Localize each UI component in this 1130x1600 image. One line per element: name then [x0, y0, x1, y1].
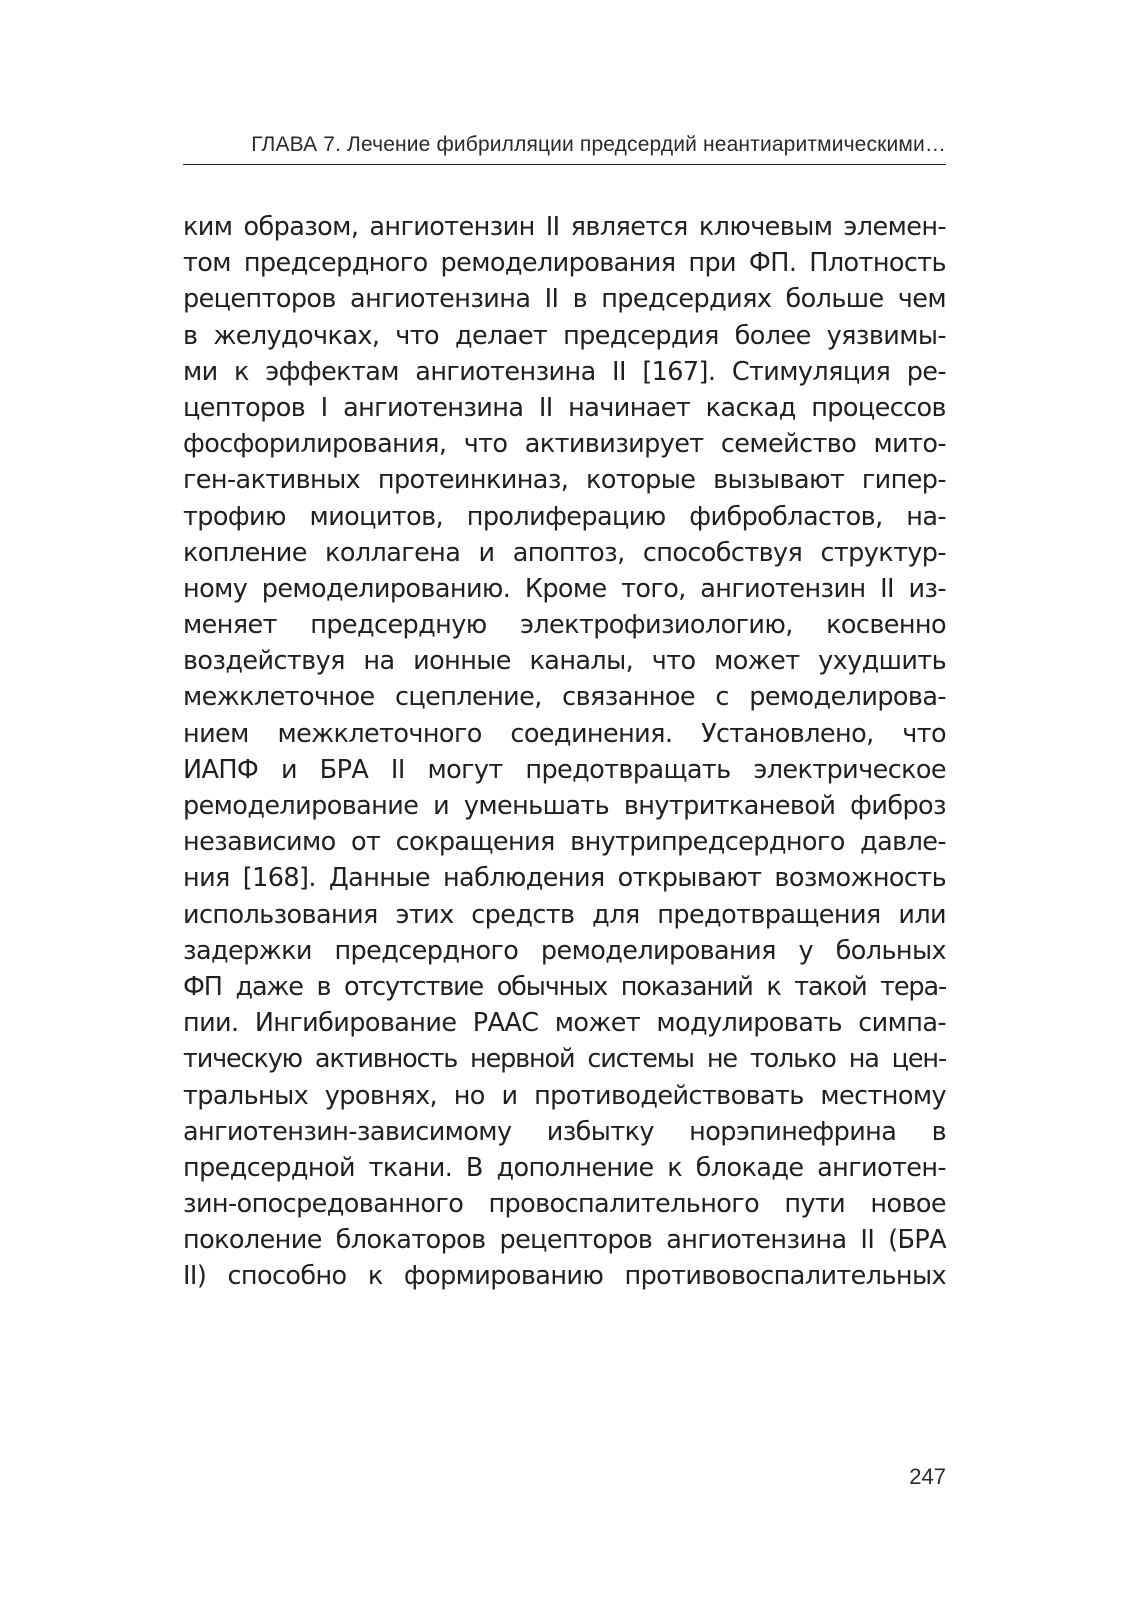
text-line: зин-опосредованного провоспалительного пути новое: [183, 1189, 946, 1220]
text-line: фосфорилирования, что активизирует семейство мито-: [183, 429, 946, 460]
text-line: межклеточное сцепление, связанное с ремоделирова-: [183, 682, 946, 713]
text-line: цепторов I ангиотензина II начинает каскад процессов: [183, 392, 946, 423]
text-line: использования этих средств для предотвращения или: [183, 899, 946, 930]
text-line: ми к эффектам ангиотензина II [167]. Стимуляция ре-: [183, 356, 946, 387]
text-line: том предсердного ремоделирования при ФП. Плотность: [183, 248, 946, 279]
body-text: [183, 209, 946, 1295]
page-number: 247: [909, 1464, 946, 1489]
header-rule: [183, 164, 946, 165]
text-line: ген-активных протеинкиназ, которые вызывают гипер-: [183, 465, 946, 496]
text-line: поколение блокаторов рецепторов ангиотензина II (БРА: [183, 1225, 946, 1256]
text-line: ремоделирование и уменьшать внутритканевой фиброз: [183, 791, 946, 821]
text-line: рецепторов ангиотензина II в предсердиях больше чем: [183, 284, 946, 315]
text-line: ИАПФ и БРА II могут предотвращать электрическое: [183, 754, 946, 785]
text-line: ния [168]. Данные наблюдения открывают возможность: [183, 863, 946, 894]
text-line: ангиотензин-зависимому избытку норэпинефрина в: [183, 1116, 946, 1147]
text-line: задержки предсердного ремоделирования у больных: [183, 935, 946, 966]
text-line: тическую активность нервной системы не только на цен-: [183, 1044, 946, 1075]
text-line: воздействуя на ионные каналы, что может ухудшить: [183, 646, 946, 677]
text-line: нием межклеточного соединения. Установлено, что: [183, 718, 946, 749]
text-line: предсердной ткани. В дополнение к блокаде ангиотен-: [183, 1152, 946, 1183]
text-line: копление коллагена и апоптоз, способствуя структур-: [183, 537, 946, 568]
text-line: ким образом, ангиотензин II является ключевым элемен-: [183, 212, 946, 242]
text-line: ФП даже в отсутствие обычных показаний к такой тера-: [183, 971, 946, 1002]
text-line: пии. Ингибирование РААС может модулировать симпа-: [183, 1008, 946, 1039]
text-line: трофию миоцитов, пролиферацию фибробластов, на-: [183, 501, 946, 532]
running-header: ГЛАВА 7. Лечение фибрилляции предсердий неантиаритмическими…: [251, 133, 946, 156]
text-line: меняет предсердную электрофизиологию, косвенно: [183, 610, 946, 641]
text-line: независимо от сокращения внутрипредсердного давле-: [183, 827, 946, 858]
text-line: ному ремоделированию. Кроме того, ангиотензин II из-: [183, 573, 946, 604]
text-line: II) способно к формированию противовоспалительных: [183, 1261, 946, 1292]
text-line: в желудочках, что делает предсердия более уязвимы-: [183, 320, 946, 351]
text-line: тральных уровнях, но и противодействовать местному: [183, 1080, 946, 1111]
